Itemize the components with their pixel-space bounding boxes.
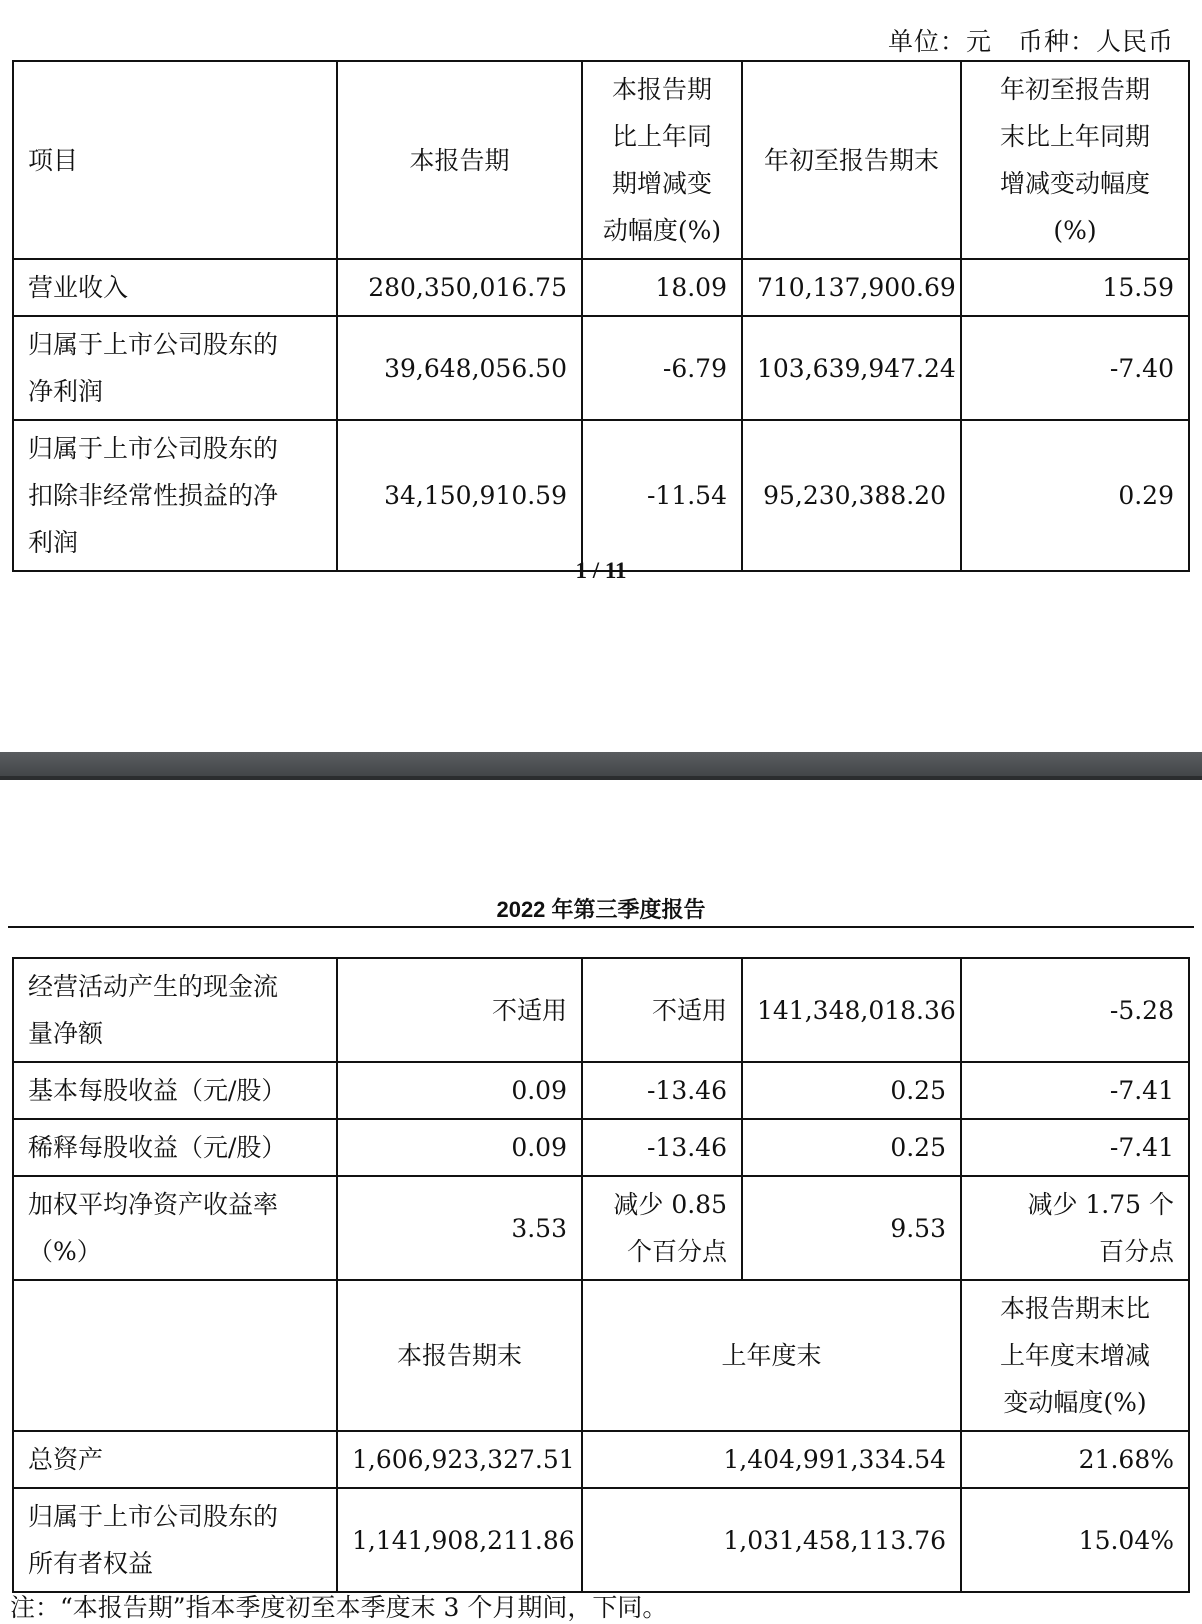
period-end-value — [337, 1488, 582, 1592]
table-row — [13, 259, 1189, 316]
header-balance-change — [961, 1280, 1189, 1431]
ytd-value-text: 141,348,018.36 — [757, 995, 956, 1025]
current-period-value-text: 280,350,016.75 — [368, 273, 567, 302]
header-item-blank — [13, 1280, 337, 1431]
current-change-value-text: 不适用 — [651, 995, 727, 1025]
current-period-value-text: 3.53 — [511, 1213, 567, 1243]
period-end-value-text: 1,606,923,327.51 — [352, 1445, 575, 1474]
current-change-value — [582, 958, 742, 1062]
ytd-value — [742, 316, 961, 420]
row-label — [13, 316, 337, 420]
financial-table-1 — [12, 60, 1190, 572]
header-period-end-text: 本报告期末 — [396, 1341, 522, 1370]
ytd-change-value — [961, 1176, 1189, 1280]
page-separator — [0, 752, 1202, 780]
header-current-change-text: 本报告期 — [611, 75, 712, 104]
current-period-value-text: 0.09 — [511, 1076, 567, 1105]
ytd-change-value-text: -7.41 — [1109, 1133, 1174, 1162]
row-label-text: 经营活动产生的现金流 — [28, 972, 279, 1001]
table-row — [13, 1176, 1189, 1280]
row-label — [13, 1488, 337, 1592]
header-current-period-text: 本报告期 — [409, 145, 510, 175]
prior-year-end-value-text: 1,031,458,113.76 — [723, 1525, 946, 1555]
row-label-text: 稀释每股收益（元/股） — [28, 1133, 287, 1162]
table-row — [13, 1431, 1189, 1488]
row-label — [13, 1176, 337, 1280]
current-change-value — [582, 316, 742, 420]
balance-header-row — [13, 1280, 1189, 1431]
ytd-value-text: 95,230,388.20 — [763, 481, 946, 510]
header-ytd-change-text: 年初至报告期 — [999, 75, 1150, 104]
header-item — [13, 61, 337, 259]
row-label-text: 加权平均净资产收益率 — [28, 1190, 279, 1219]
current-change-value-text: -13.46 — [646, 1076, 727, 1105]
header-balance-change-text: 上年度末增减 — [999, 1341, 1150, 1370]
current-period-value — [337, 1119, 582, 1176]
ytd-value — [742, 958, 961, 1062]
header-current-period — [337, 61, 582, 259]
unit-currency-line: 单位：元 币种：人民币 — [887, 27, 1174, 56]
header-ytd — [742, 61, 961, 259]
report-header: 2022 年第三季度报告 — [496, 897, 706, 922]
ytd-change-value — [961, 1119, 1189, 1176]
row-label — [13, 1431, 337, 1488]
header-current-change-text: 期增减变 — [611, 169, 712, 198]
current-change-value-text: 减少 0.85 — [613, 1190, 727, 1219]
row-label-text: 量净额 — [28, 1019, 104, 1048]
period-end-value — [337, 1431, 582, 1488]
ytd-change-value — [961, 316, 1189, 420]
ytd-value — [742, 1062, 961, 1119]
current-period-value-text: 0.09 — [511, 1133, 567, 1162]
current-change-value — [582, 1176, 742, 1280]
current-period-value-text: 34,150,910.59 — [384, 481, 567, 510]
ytd-change-value-text: 0.29 — [1118, 481, 1174, 510]
ytd-value — [742, 259, 961, 316]
ytd-value — [742, 1176, 961, 1280]
table-row — [13, 1062, 1189, 1119]
row-label-text: 所有者权益 — [28, 1549, 154, 1578]
header-prior-year-end — [582, 1280, 961, 1431]
row-label — [13, 958, 337, 1062]
table-row — [13, 1488, 1189, 1592]
row-label — [13, 1062, 337, 1119]
ytd-change-value — [961, 420, 1189, 571]
table-row — [13, 958, 1189, 1062]
ytd-value-text: 0.25 — [890, 1133, 946, 1162]
prior-year-end-value — [582, 1488, 961, 1592]
header-ytd-change — [961, 61, 1189, 259]
header-ytd-text: 年初至报告期末 — [763, 145, 939, 175]
header-ytd-change-text: (%) — [1053, 216, 1097, 245]
ytd-value-text: 9.53 — [890, 1213, 946, 1243]
ytd-change-value-text: 减少 1.75 个 — [1027, 1190, 1174, 1219]
row-label-text: 利润 — [28, 528, 79, 557]
row-label-text: （%） — [28, 1237, 102, 1266]
balance-change-value-text: 15.04% — [1078, 1525, 1174, 1555]
current-change-value-text: 18.09 — [655, 273, 727, 302]
ytd-change-value — [961, 958, 1189, 1062]
row-label — [13, 1119, 337, 1176]
ytd-change-value — [961, 259, 1189, 316]
current-change-value — [582, 259, 742, 316]
current-period-value — [337, 958, 582, 1062]
ytd-value-text: 103,639,947.24 — [757, 353, 956, 383]
header-rule — [8, 926, 1194, 928]
current-period-value-text: 不适用 — [491, 995, 567, 1025]
table-row — [13, 1119, 1189, 1176]
header-prior-year-end-text: 上年度末 — [721, 1341, 822, 1370]
ytd-value-text: 710,137,900.69 — [757, 273, 956, 302]
header-current-change — [582, 61, 742, 259]
current-period-value — [337, 1176, 582, 1280]
table-row — [13, 316, 1189, 420]
header-ytd-change-text: 增减变动幅度 — [999, 169, 1150, 198]
period-end-value-text: 1,141,908,211.86 — [352, 1525, 575, 1555]
header-current-change-text: 比上年同 — [611, 122, 712, 151]
current-period-value — [337, 316, 582, 420]
ytd-value-text: 0.25 — [890, 1076, 946, 1105]
row-label-text: 扣除非经常性损益的净 — [28, 481, 279, 510]
header-ytd-change-text: 末比上年同期 — [999, 122, 1150, 151]
ytd-change-value-text: 百分点 — [1098, 1237, 1174, 1266]
current-period-value — [337, 420, 582, 571]
prior-year-end-value — [582, 1431, 961, 1488]
header-period-end — [337, 1280, 582, 1431]
row-label-text: 营业收入 — [28, 273, 129, 302]
ytd-change-value-text: -7.40 — [1109, 353, 1174, 383]
row-label-text: 归属于上市公司股东的 — [28, 434, 279, 463]
table-row — [13, 420, 1189, 571]
current-change-value-text: -11.54 — [646, 481, 727, 510]
current-change-value-text: -13.46 — [646, 1133, 727, 1162]
current-change-value-text: -6.79 — [662, 353, 727, 383]
header-item-text: 项目 — [28, 145, 79, 175]
row-label-text: 归属于上市公司股东的 — [28, 330, 279, 359]
balance-change-value-text: 21.68% — [1078, 1445, 1174, 1474]
balance-change-value — [961, 1431, 1189, 1488]
ytd-change-value-text: -5.28 — [1109, 995, 1174, 1025]
row-label — [13, 420, 337, 571]
balance-change-value — [961, 1488, 1189, 1592]
prior-year-end-value-text: 1,404,991,334.54 — [723, 1445, 946, 1474]
ytd-change-value-text: -7.41 — [1109, 1076, 1174, 1105]
current-change-value — [582, 1062, 742, 1119]
ytd-value — [742, 420, 961, 571]
ytd-value — [742, 1119, 961, 1176]
row-label-text: 净利润 — [28, 377, 104, 406]
current-period-value — [337, 259, 582, 316]
financial-table-2 — [12, 957, 1190, 1593]
current-change-value — [582, 420, 742, 571]
header-balance-change-text: 本报告期末比 — [999, 1294, 1150, 1323]
row-label-text: 总资产 — [28, 1445, 104, 1474]
row-label — [13, 259, 337, 316]
current-period-value-text: 39,648,056.50 — [384, 353, 567, 383]
page-number: 1 / 11 — [575, 558, 627, 583]
current-change-value — [582, 1119, 742, 1176]
current-change-value-text: 个百分点 — [626, 1237, 727, 1266]
ytd-change-value-text: 15.59 — [1102, 273, 1174, 302]
current-period-value — [337, 1062, 582, 1119]
row-label-text: 归属于上市公司股东的 — [28, 1502, 279, 1531]
header-balance-change-text: 变动幅度(%) — [1003, 1388, 1147, 1417]
row-label-text: 基本每股收益（元/股） — [28, 1076, 287, 1105]
table-header-row — [13, 61, 1189, 259]
footnote: 注：“本报告期”指本季度初至本季度末 3 个月期间，下同。 — [10, 1593, 668, 1622]
header-current-change-text: 动幅度(%) — [602, 216, 722, 245]
ytd-change-value — [961, 1062, 1189, 1119]
